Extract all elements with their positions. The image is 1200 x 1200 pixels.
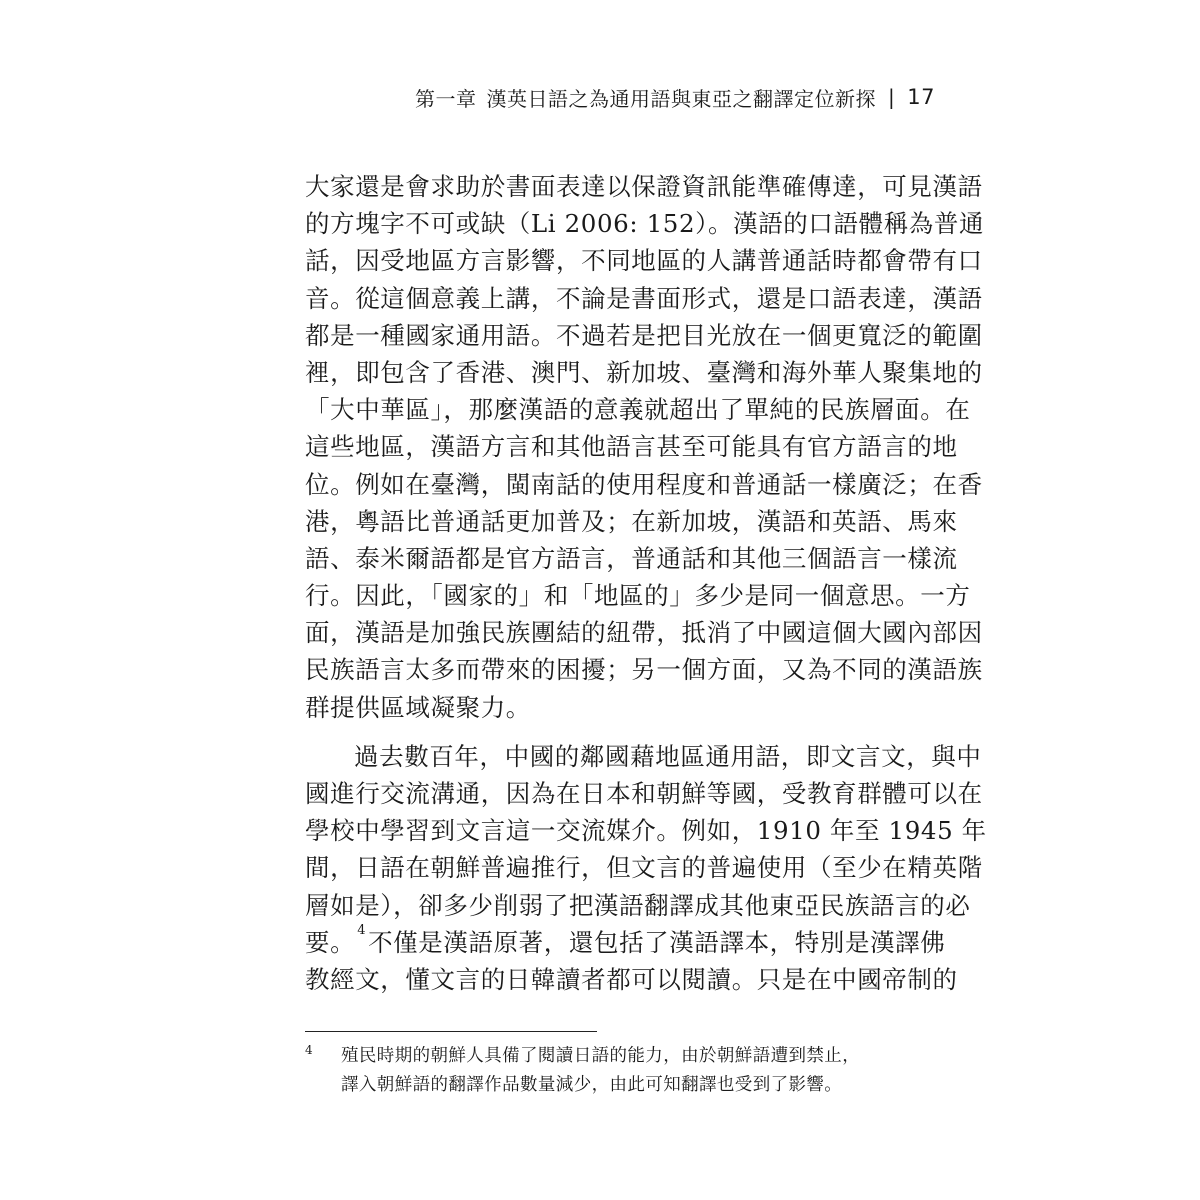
- text-line: 裡，即包含了香港、澳門、新加坡、臺灣和海外華人聚集地的: [305, 357, 983, 387]
- footnotes: [305, 1042, 895, 1100]
- footnote-divider: [305, 1031, 597, 1032]
- text-line: 學校中學習到文言這一交流媒介。例如，1910 年至 1945 年: [305, 816, 987, 846]
- footnote-number: 4: [305, 1043, 313, 1057]
- text-line: 的方塊字不可或缺（Li 2006: 152）。漢語的口語體稱為普通: [305, 209, 985, 239]
- text-line: 這些地區，漢語方言和其他語言甚至可能具有官方語言的地: [305, 432, 958, 462]
- text-line: 話，因受地區方言影響，不同地區的人講普通話時都會帶有口: [305, 246, 983, 276]
- paragraph: [305, 168, 985, 726]
- footnote: [305, 1042, 895, 1100]
- text-line: 音。從這個意義上講，不論是書面形式，還是口語表達，漢語: [305, 283, 983, 313]
- text-line-with-footnote: [305, 922, 946, 961]
- text-line: 教經文，懂文言的日韓讀者都可以閱讀。只是在中國帝制的: [305, 964, 958, 994]
- body-text: [305, 168, 987, 998]
- chapter-title: 漢英日語之為通用語與東亞之翻譯定位新探: [486, 86, 877, 111]
- text-line: 行。因此，「國家的」和「地區的」多少是同一個意思。一方: [305, 581, 971, 611]
- text-line: 語、泰米爾語都是官方語言，普通話和其他三個語言一樣流: [305, 543, 958, 573]
- text-line: 港，粵語比普通話更加普及；在新加坡，漢語和英語、馬來: [305, 506, 958, 536]
- text-line: 面，漢語是加強民族團結的紐帶，抵消了中國這個大國內部因: [305, 618, 983, 648]
- page-number: 17: [907, 85, 935, 109]
- text-line: 層如是），卻多少削弱了把漢語翻譯成其他東亞民族語言的必: [305, 890, 971, 920]
- text-line: 間，日語在朝鮮普遍推行，但文言的普遍使用（至少在精英階: [305, 853, 983, 883]
- text-line: 大家還是會求助於書面表達以保證資訊能準確傳達，可見漢語: [305, 172, 983, 201]
- chapter-label: 第一章: [415, 86, 477, 111]
- text-line: 群提供區域凝聚力。: [305, 692, 531, 722]
- footnote-line: 譯入朝鮮語的翻譯作品數量減少，由此可知翻譯也受到了影響。: [341, 1075, 843, 1095]
- text-line: 過去數百年，中國的鄰國藉地區通用語，即文言文，與中: [354, 741, 982, 771]
- text-fragment: 要。: [305, 927, 356, 957]
- text-line: 都是一種國家通用語。不過若是把目光放在一個更寬泛的範圍: [305, 320, 983, 350]
- footnote-reference[interactable]: 4: [357, 922, 367, 938]
- paragraph-gap: [305, 726, 895, 738]
- footnote-line: 殖民時期的朝鮮人具備了閱讀日語的能力，由於朝鮮語遭到禁止，: [341, 1046, 861, 1066]
- running-head: [415, 80, 935, 114]
- text-line: 民族語言太多而帶來的困擾；另一個方面，又為不同的漢語族: [305, 655, 983, 685]
- text-line: 國進行交流溝通，因為在日本和朝鮮等國，受教育群體可以在: [305, 779, 983, 808]
- text-fragment: 不僅是漢語原著，還包括了漢語譯本，特別是漢譯佛: [368, 927, 946, 957]
- text-line: 「大中華區」，那麼漢語的意義就超出了單純的民族層面。在: [305, 395, 971, 425]
- header-separator: |: [888, 85, 896, 109]
- text-line: 位。例如在臺灣，閩南話的使用程度和普通話一樣廣泛；在香: [305, 469, 983, 499]
- paragraph: [305, 738, 987, 998]
